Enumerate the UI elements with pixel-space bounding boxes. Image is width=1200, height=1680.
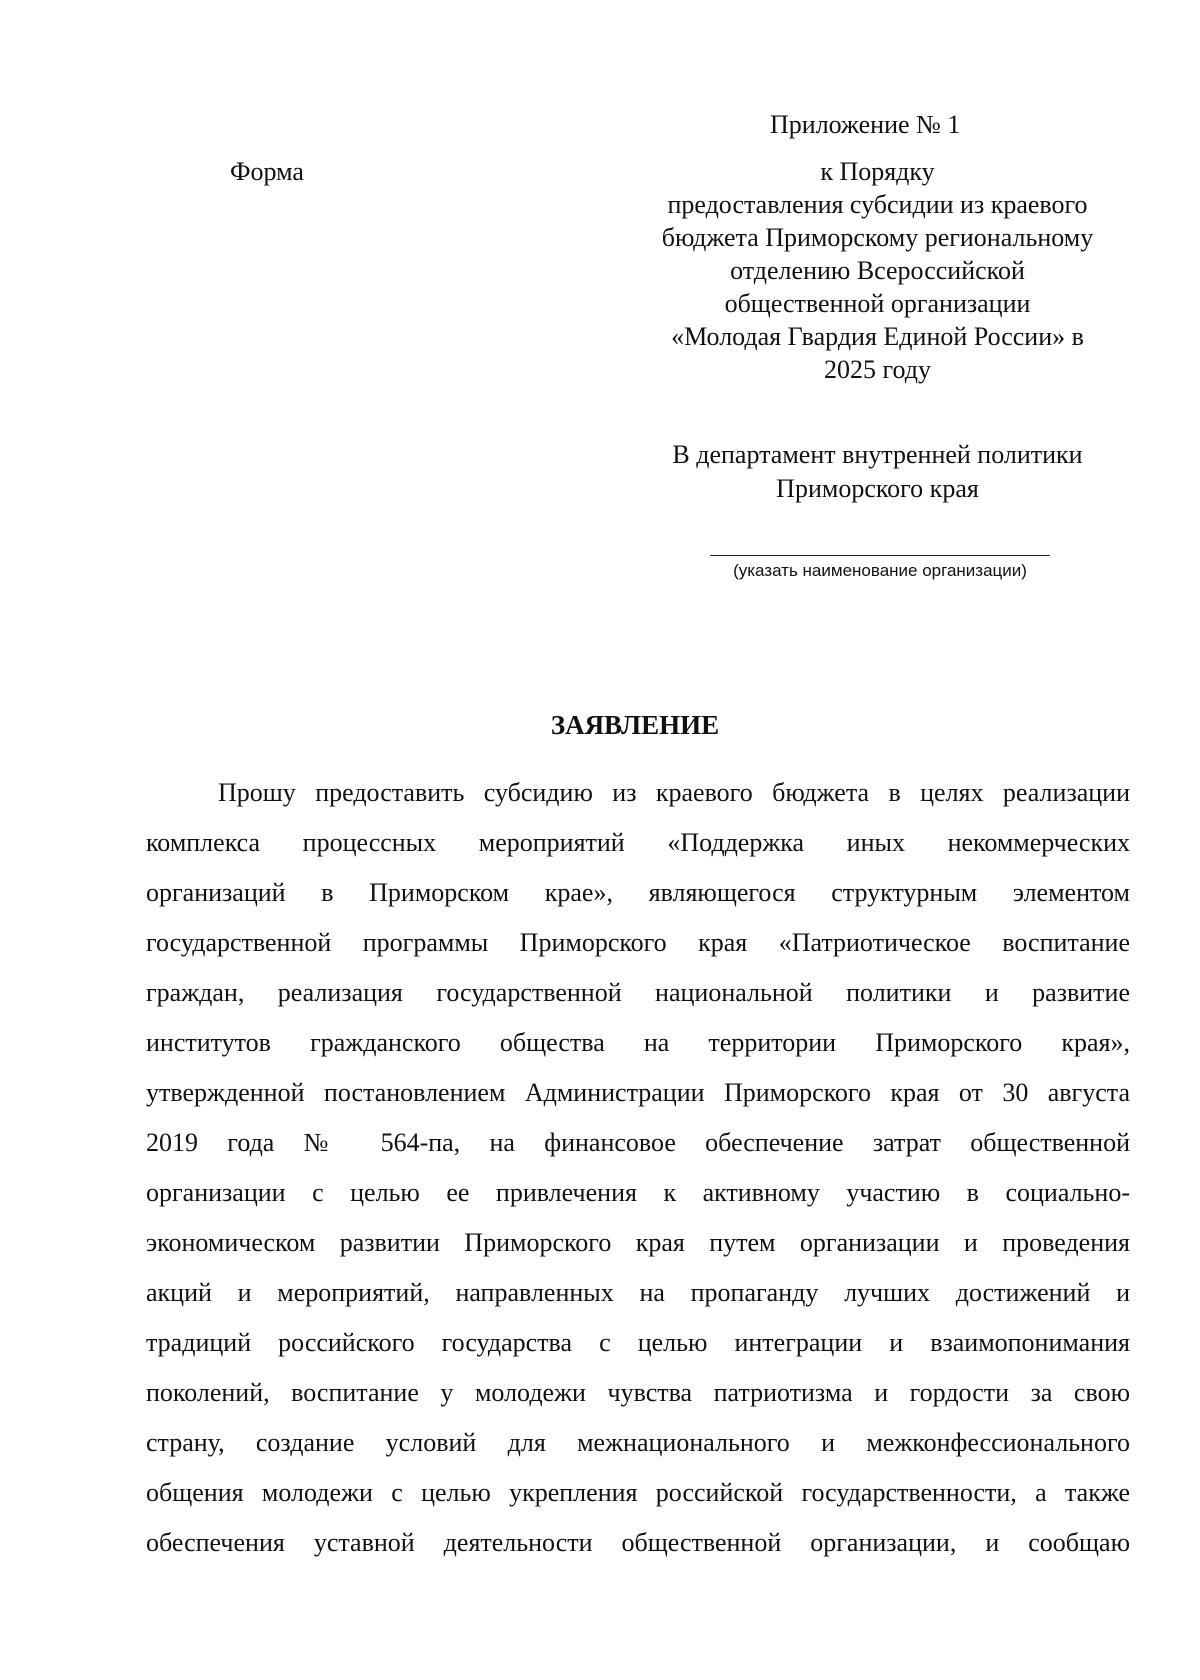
body-line: 2019 года № 564-па, на финансовое обеспечение затрат общественной [146,1128,1130,1157]
annex-title: Приложение № 1 [770,110,961,139]
organization-name-line [710,555,1050,556]
body-line: граждан, реализация государственной национальной политики и развитие [146,978,1130,1007]
body-line: утвержденной постановлением Администрации Приморского края от 30 августа [146,1078,1130,1107]
body-line: государственной программы Приморского края «Патриотическое воспитание [146,928,1130,957]
body-line: поколений, воспитание у молодежи чувства патриотизма и гордости за свою [146,1378,1130,1407]
annex-line: 2025 году [824,355,931,384]
body-line: институтов гражданского общества на территории Приморского края», [146,1028,1130,1057]
body-line: комплекса процессных мероприятий «Поддержка иных некоммерческих [146,828,1130,857]
body-line: традиций российского государства с целью интеграции и взаимопонимания [146,1328,1130,1357]
annex-line: предоставления субсидии из краевого [667,190,1088,219]
body-line: организаций в Приморском крае», являющегося структурным элементом [146,878,1130,907]
body-line: экономическом развитии Приморского края путем организации и проведения [146,1228,1130,1257]
annex-line: бюджета Приморскому региональному [661,223,1094,252]
body-line: Прошу предоставить субсидию из краевого бюджета в целях реализации [218,778,1130,807]
document-body [146,768,1130,1568]
annex-line: общественной организации [724,289,1031,318]
annex-line: к Порядку [820,157,935,186]
recipient-line: Приморского края [776,474,979,503]
body-line: акций и мероприятий, направленных на пропаганду лучших достижений и [146,1278,1130,1307]
organization-name-caption: (указать наименование организации) [733,561,1027,580]
annex-line: «Молодая Гвардия Единой России» в [671,322,1084,351]
recipient-line: В департамент внутренней политики [672,440,1083,469]
body-line: обеспечения уставной деятельности общественной организации, и сообщаю [146,1528,1130,1557]
body-line: организации с целью ее привлечения к активному участию в социально- [146,1178,1130,1207]
body-line: страну, создание условий для межнационального и межконфессионального [146,1428,1130,1457]
body-line: общения молодежи с целью укрепления российской государственности, а также [146,1478,1130,1507]
annex-line: отделению Всероссийской [730,256,1025,285]
form-label: Форма [230,157,304,186]
document-title: ЗАЯВЛЕНИЕ [550,710,720,740]
recipient-block [625,438,1130,506]
annex-reference [625,155,1130,386]
